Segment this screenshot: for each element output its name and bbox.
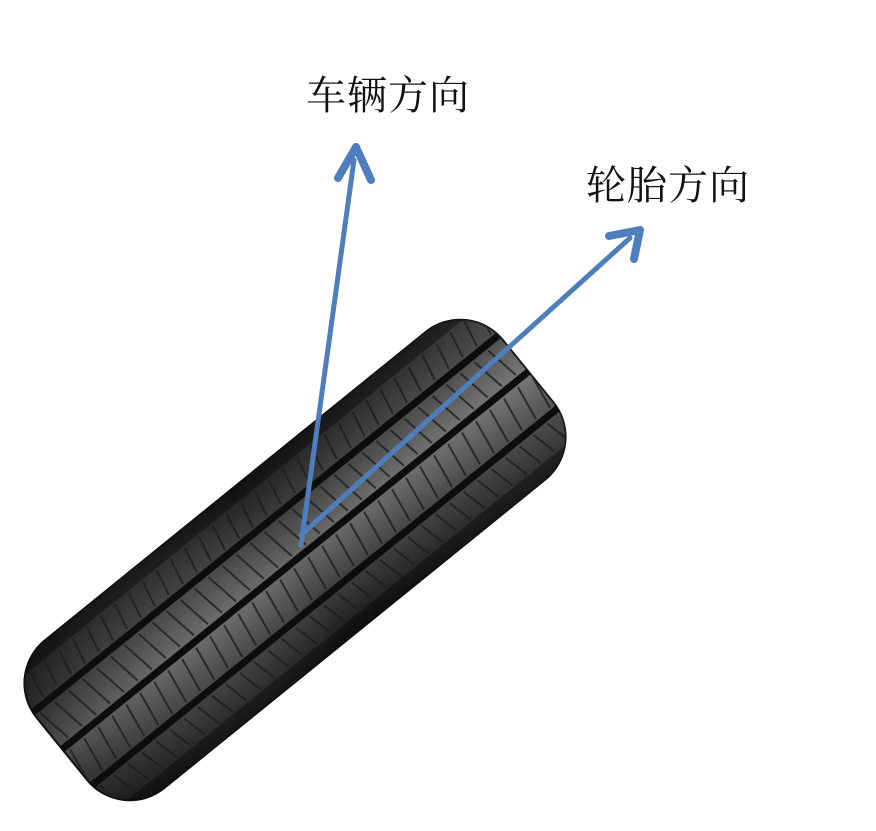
vehicle-direction-label: 车辆方向 bbox=[306, 73, 470, 119]
tire-icon bbox=[2, 294, 593, 823]
tire-direction-label: 轮胎方向 bbox=[586, 163, 750, 209]
